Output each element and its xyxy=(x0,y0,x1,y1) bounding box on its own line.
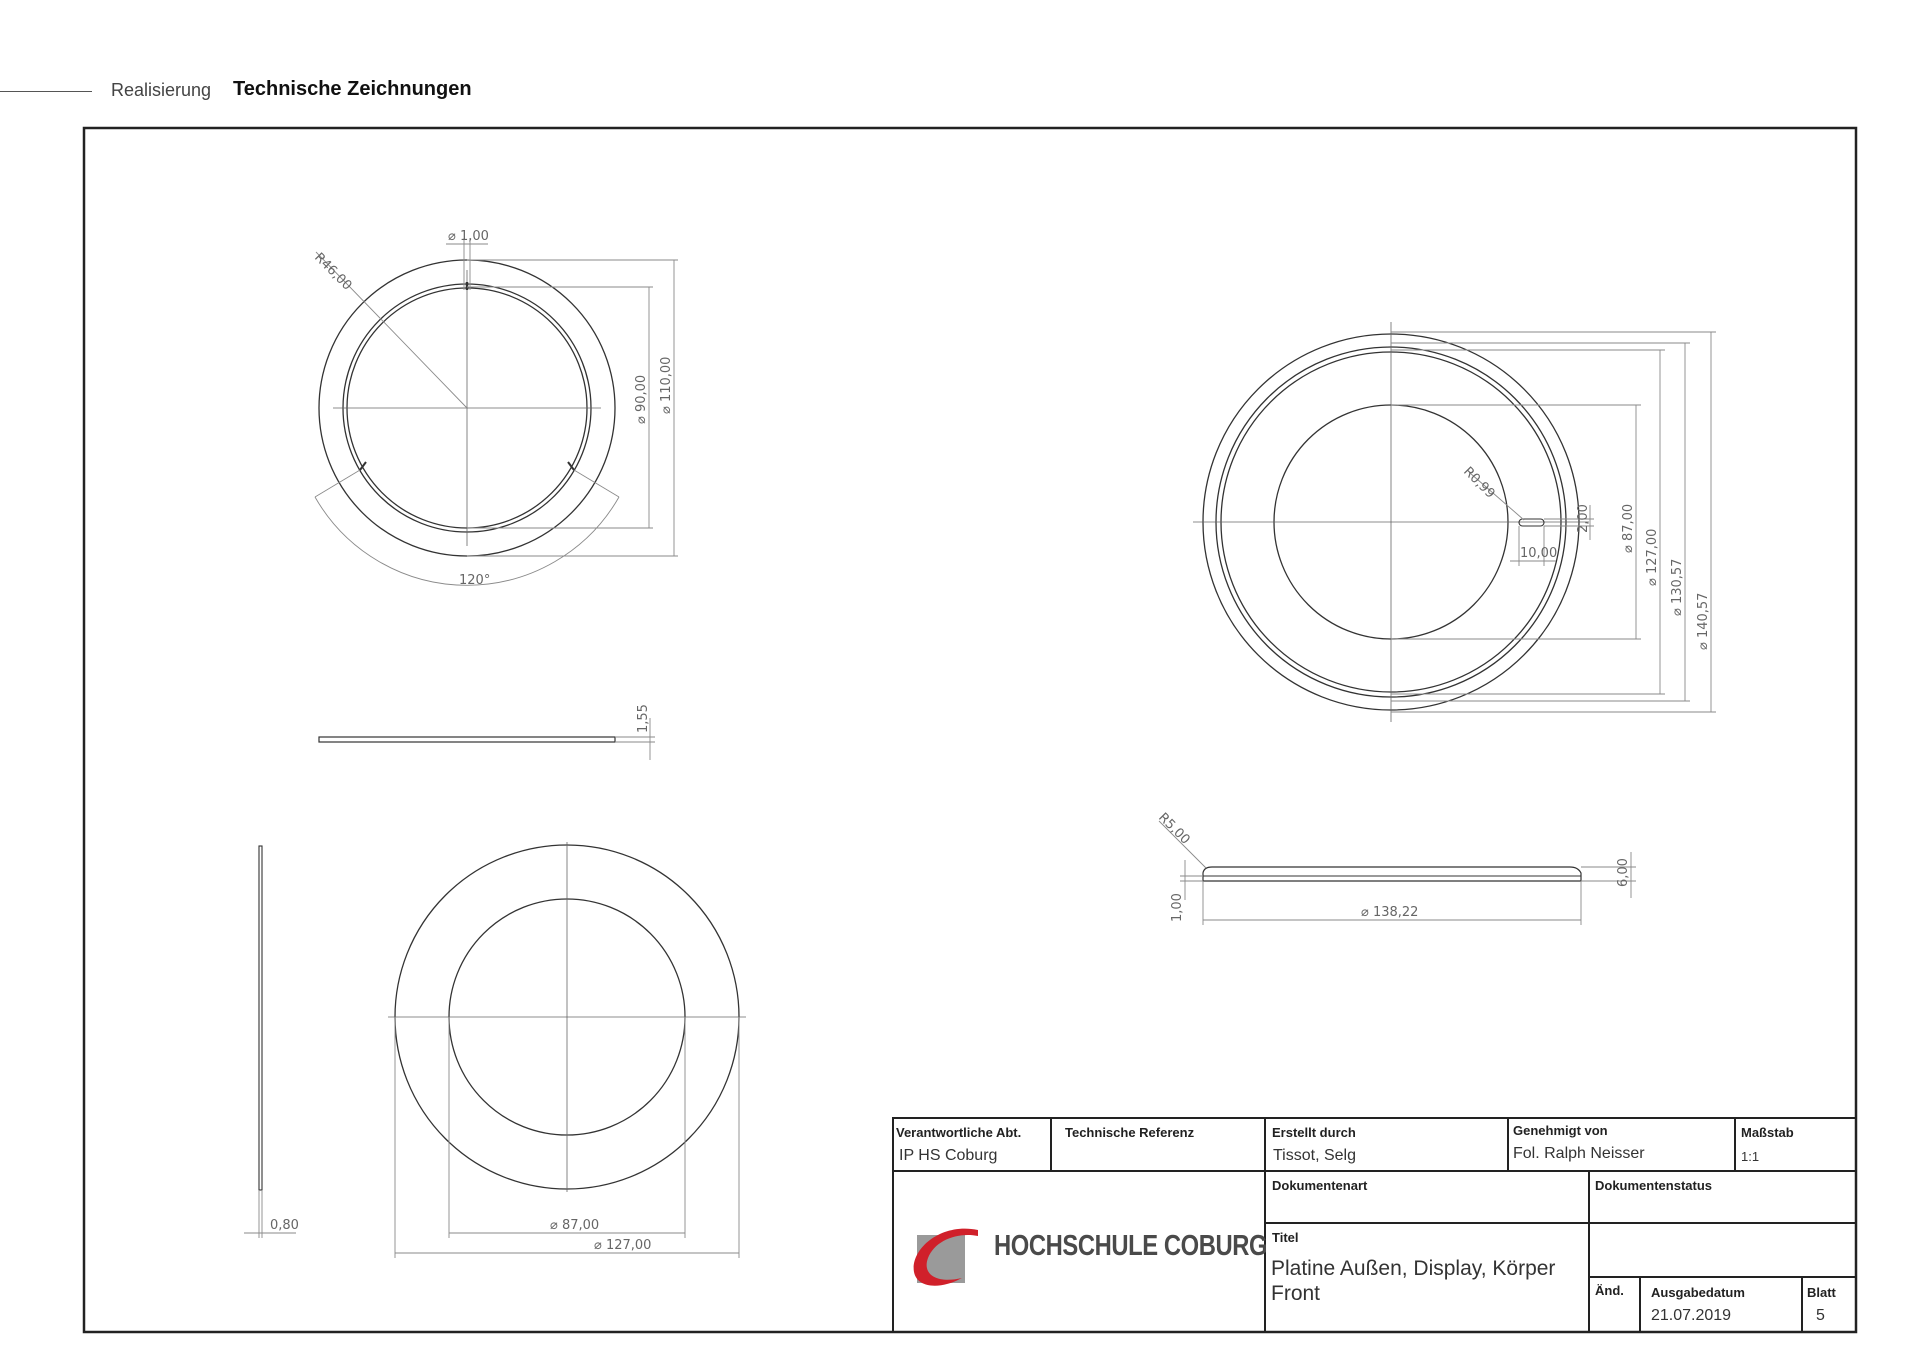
tb-dept-value: IP HS Coburg xyxy=(899,1147,998,1164)
tb-dept-label: Verantwortliche Abt. xyxy=(896,1125,1022,1140)
tb-date-label: Ausgabedatum xyxy=(1651,1285,1745,1300)
dim-disc-side-label: 0,80 xyxy=(270,1218,299,1233)
tb-ref-label: Technische Referenz xyxy=(1065,1125,1195,1140)
angle-ext-right xyxy=(574,470,619,497)
tb-title-line1: Platine Außen, Display, Körper xyxy=(1271,1257,1556,1280)
ring-side-rect xyxy=(319,737,615,742)
tb-created-value: Tissot, Selg xyxy=(1273,1147,1356,1164)
disc-dims xyxy=(244,1017,739,1258)
logo-text: HOCHSCHULE COBURG xyxy=(994,1230,1268,1262)
drawing-ring-side xyxy=(319,737,615,742)
angle-ext-left xyxy=(315,470,360,497)
dim-slot-w-label: 2,00 xyxy=(1576,504,1591,533)
tb-doctype-label: Dokumentenart xyxy=(1272,1178,1368,1193)
tb-approved-label: Genehmigt von xyxy=(1513,1123,1608,1138)
dim-slot-l-label: 10,00 xyxy=(1520,546,1558,561)
dim-plate-d127-label: ⌀ 127,00 xyxy=(1645,528,1660,586)
tb-created-label: Erstellt durch xyxy=(1272,1125,1356,1140)
plate-slot xyxy=(1519,519,1544,526)
dim-d110-label: ⌀ 110,00 xyxy=(659,356,674,414)
dim-thickness-label: 1,55 xyxy=(636,704,651,733)
dim-plate-d87-label: ⌀ 87,00 xyxy=(1621,503,1636,553)
tb-approved-value: Fol. Ralph Neisser xyxy=(1513,1145,1645,1162)
dim-hole-label: ⌀ 1,00 xyxy=(448,229,489,244)
profile-outline xyxy=(1203,867,1581,881)
dim-disc-d127-label: ⌀ 127,00 xyxy=(594,1238,652,1253)
logo-mark xyxy=(914,1229,978,1286)
header-section: Realisierung xyxy=(111,80,212,100)
drawing-disc xyxy=(259,842,746,1192)
disc-side-view xyxy=(259,846,262,1190)
tb-title-line2: Front xyxy=(1271,1282,1321,1305)
dim-d90-label: ⌀ 90,00 xyxy=(634,374,649,424)
tb-scale-label: Maßstab xyxy=(1741,1125,1794,1140)
tb-sheet-label: Blatt xyxy=(1807,1285,1836,1300)
dim-plate-d140-label: ⌀ 140,57 xyxy=(1696,592,1711,650)
dim-r5-label: R5,00 xyxy=(1155,810,1193,848)
tb-docstatus-label: Dokumentenstatus xyxy=(1595,1178,1713,1193)
tb-sheet-value: 5 xyxy=(1816,1307,1825,1324)
dim-r099-label: R0,99 xyxy=(1460,464,1498,502)
dim-width-label: ⌀ 138,22 xyxy=(1361,905,1419,920)
tb-title-label: Titel xyxy=(1272,1230,1299,1245)
dim-base-label: 1,00 xyxy=(1170,893,1185,922)
tb-rev-label: Änd. xyxy=(1595,1283,1624,1298)
header-title: Technische Zeichnungen xyxy=(233,78,472,100)
drawing-plate-profile xyxy=(1203,867,1581,881)
dim-plate-d130-label: ⌀ 130,57 xyxy=(1670,558,1685,616)
dim-height-label: 6,00 xyxy=(1616,858,1631,887)
tb-date-value: 21.07.2019 xyxy=(1651,1307,1732,1324)
tb-scale-value: 1:1 xyxy=(1741,1149,1760,1164)
drawing-front-plate xyxy=(1193,322,1589,722)
dim-radius-label: R46,00 xyxy=(311,250,355,294)
dim-disc-d87-label: ⌀ 87,00 xyxy=(550,1218,600,1233)
dim-angle-label: 120° xyxy=(459,573,491,588)
drawing-ring-top-dims xyxy=(315,238,678,585)
